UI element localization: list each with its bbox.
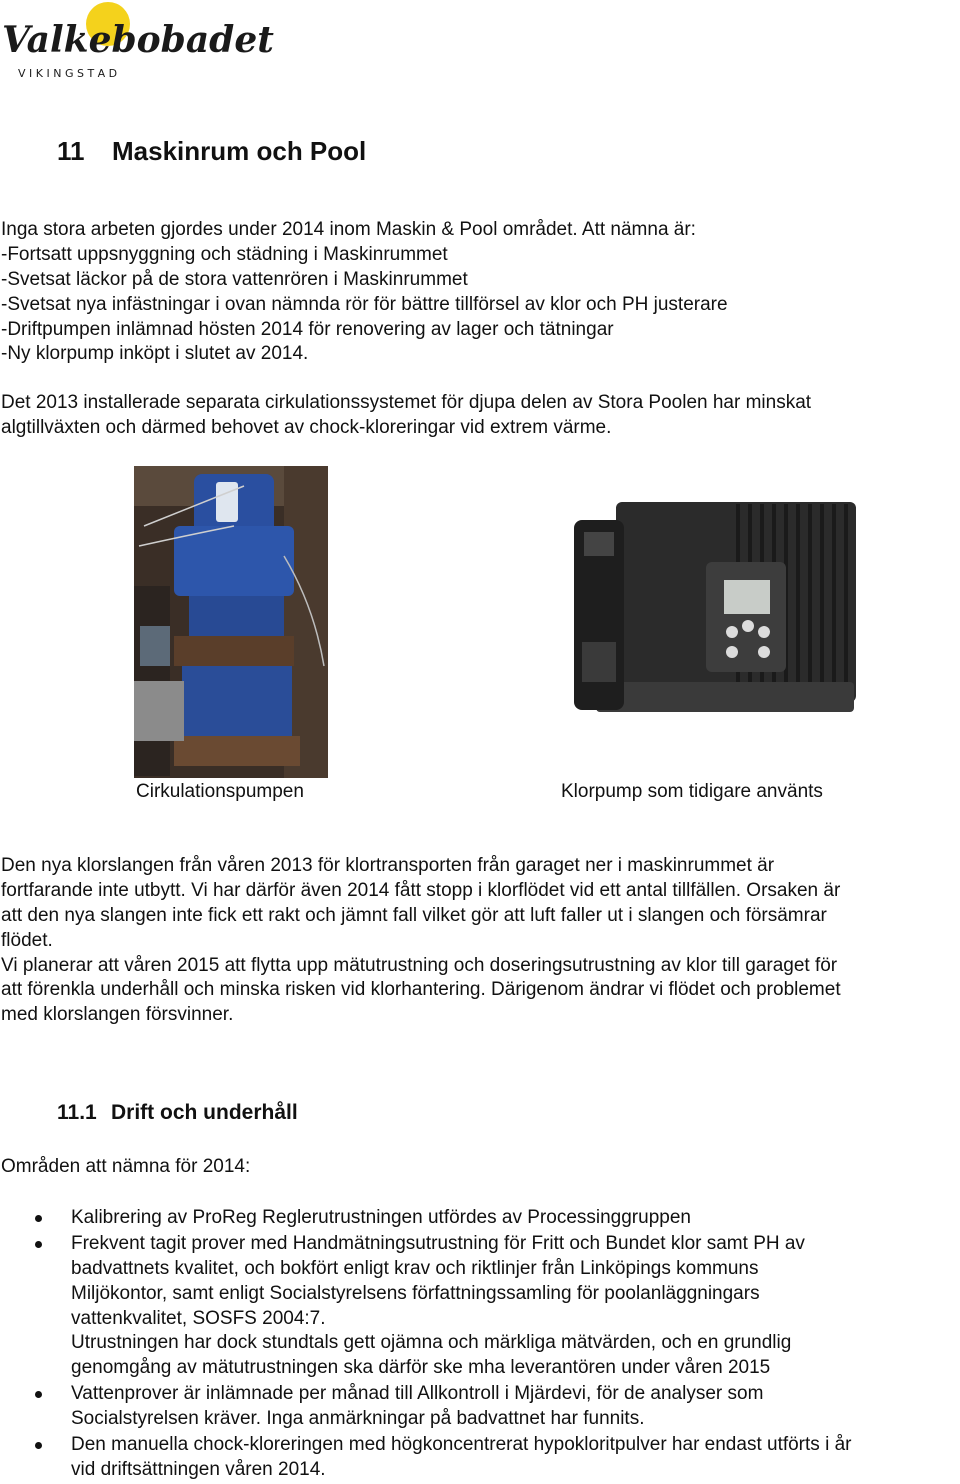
- chlorine-hose-paragraph: [1, 854, 841, 1028]
- section-number: 11: [57, 136, 85, 166]
- text-line: algtillväxten och därmed behovet av chock-kloreringar vid extrem värme.: [1, 416, 612, 438]
- text-line: Vi planerar att våren 2015 att flytta upp mätutrustning och doseringsutrustning av klor till garaget för: [1, 954, 838, 976]
- section-title: Maskinrum och Pool: [112, 136, 367, 166]
- text-line: vid driftsättningen våren 2014.: [71, 1458, 326, 1480]
- text-line: Socialstyrelsen kräver. Inga anmärkningar på badvattnet har funnits.: [71, 1408, 645, 1430]
- list-item: [0, 1232, 960, 1381]
- text-line: med klorslangen försvinner.: [1, 1004, 234, 1026]
- bullet-icon: [35, 1391, 42, 1398]
- bullet-list: [0, 1206, 960, 1484]
- chlorine-pump-photo: [556, 492, 859, 742]
- list-item: [0, 1433, 960, 1483]
- text-line: Vattenprover är inlämnade per månad till Allkontroll i Mjärdevi, för de analyser som: [71, 1383, 764, 1405]
- subsection-number: 11.1: [57, 1101, 97, 1124]
- subsection-heading: [57, 1101, 298, 1125]
- list-item: [0, 1382, 960, 1432]
- text-line: badvattnets kvalitet, och bokfört enligt krav och riktlinjer från Linköpings kommuns: [71, 1257, 759, 1279]
- text-line: Utrustningen har dock stundtals gett ojämna och märkliga mätvärden, och en grundlig: [71, 1332, 792, 1354]
- areas-label-text: Områden att nämna för 2014:: [1, 1156, 251, 1177]
- circulation-pump-photo: [134, 466, 328, 778]
- intro-paragraph: [1, 218, 728, 367]
- text-line: -Fortsatt uppsnyggning och städning i Maskinrummet: [1, 243, 448, 265]
- text-line: Det 2013 installerade separata cirkulationssystemet för djupa delen av Stora Poolen har minskat: [1, 392, 812, 413]
- text-line: Kalibrering av ProReg Reglerutrustningen utfördes av Processinggruppen: [71, 1207, 691, 1228]
- logo-subtitle: V I K I N G S T A D: [18, 67, 118, 80]
- logo-wordmark: Valkebobadet: [2, 19, 274, 61]
- section-heading: [57, 136, 366, 167]
- bullet-icon: [35, 1241, 42, 1248]
- bullet-icon: [35, 1442, 42, 1449]
- text-line: Inga stora arbeten gjordes under 2014 inom Maskin & Pool området. Att nämna är:: [1, 219, 696, 240]
- list-item: [0, 1206, 960, 1231]
- text-line: -Svetsat läckor på de stora vattenrören i Maskinrummet: [1, 268, 468, 290]
- bullet-icon: [35, 1215, 42, 1222]
- text-line: att förenkla underhåll och minska risken vid klorhantering. Därigenom ändrar vi flödet och problemet: [1, 979, 841, 1001]
- chlorine-pump-caption: Klorpump som tidigare använts: [561, 781, 823, 802]
- text-line: -Driftpumpen inlämnad hösten 2014 för renovering av lager och tätningar: [1, 318, 614, 340]
- text-line: Den nya klorslangen från våren 2013 för klortransporten från garaget ner i maskinrummet är: [1, 855, 775, 876]
- text-line: vattenkvalitet, SOSFS 2004:7.: [71, 1307, 326, 1329]
- text-line: flödet.: [1, 929, 53, 951]
- text-line: fortfarande inte utbytt. Vi har därför även 2014 fått stopp i klorflödet vid ett antal tillfällen. Orsaken är: [1, 879, 841, 901]
- text-line: Den manuella chock-kloreringen med högkoncentrerat hypokloritpulver har endast utförts i år: [71, 1434, 852, 1456]
- valkebobadet-logo: [0, 0, 274, 82]
- subsection-title: Drift och underhåll: [111, 1101, 298, 1124]
- text-line: -Svetsat nya infästningar i ovan nämnda rör för bättre tillförsel av klor och PH justerare: [1, 293, 728, 315]
- circulation-paragraph: [1, 391, 811, 441]
- circulation-pump-caption: Cirkulationspumpen: [136, 781, 304, 802]
- text-line: Frekvent tagit prover med Handmätningsutrustning för Fritt och Bundet klor samt PH av: [71, 1232, 805, 1254]
- text-line: att den nya slangen inte fick ett rakt och jämnt fall vilket gör att luft faller ut i slangen och försämrar: [1, 904, 827, 926]
- text-line: -Ny klorpump inköpt i slutet av 2014.: [1, 343, 309, 365]
- areas-label: [1, 1155, 250, 1180]
- text-line: Miljökontor, samt enligt Socialstyrelsens författningssamling för poolanläggningars: [71, 1282, 760, 1304]
- text-line: genomgång av mätutrustningen ska därför ske mha leverantören under våren 2015: [71, 1357, 771, 1379]
